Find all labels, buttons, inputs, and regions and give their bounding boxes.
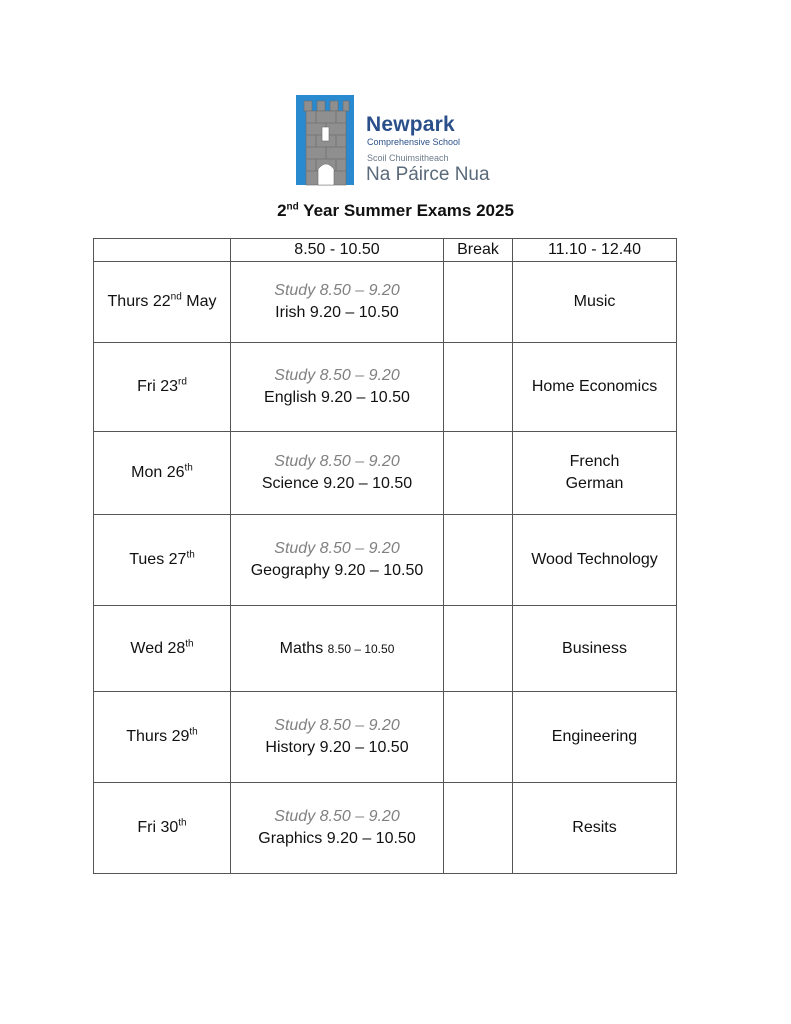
day-cell bbox=[94, 606, 231, 692]
day-suffix: th bbox=[186, 549, 195, 561]
day-suffix: th bbox=[189, 726, 198, 738]
study-period: Study 8.50 – 9.20 bbox=[274, 540, 400, 557]
late-exam: Wood Technology bbox=[531, 551, 658, 568]
day-label: Tues 27 bbox=[129, 551, 187, 568]
late-exam: Engineering bbox=[551, 728, 638, 745]
late-exam: Business bbox=[562, 639, 627, 657]
morning-cell bbox=[231, 343, 444, 432]
exam-paper-time: 8.50 – 10.50 bbox=[327, 641, 395, 656]
study-period: Study 8.50 – 9.20 bbox=[274, 717, 400, 734]
header-morning-slot: 8.50 - 10.50 bbox=[231, 239, 444, 262]
exam-paper: Graphics 9.20 – 10.50 bbox=[258, 830, 416, 847]
morning-cell bbox=[231, 262, 444, 343]
school-logo bbox=[294, 93, 496, 187]
late-cell bbox=[513, 432, 677, 515]
morning-cell bbox=[231, 783, 444, 874]
late-cell bbox=[513, 515, 677, 606]
exam-paper: History 9.20 – 10.50 bbox=[265, 739, 409, 756]
logo-irish-name: Na Páirce Nua bbox=[366, 164, 490, 185]
day-suffix: nd bbox=[170, 291, 182, 303]
day-suffix: th bbox=[185, 638, 194, 650]
title-ordinal-suffix: nd bbox=[286, 201, 299, 213]
break-cell bbox=[444, 783, 513, 874]
page-title bbox=[0, 201, 791, 221]
table-row bbox=[94, 783, 677, 874]
late-exam: Music bbox=[573, 293, 616, 310]
day-cell bbox=[94, 783, 231, 874]
exam-timetable bbox=[93, 238, 677, 874]
day-suffix: rd bbox=[178, 376, 187, 388]
late-cell bbox=[513, 343, 677, 432]
exam-paper: Maths bbox=[279, 639, 328, 657]
day-label: Mon 26 bbox=[131, 464, 185, 481]
day-cell bbox=[94, 343, 231, 432]
logo-school-type: Comprehensive School bbox=[367, 137, 461, 147]
morning-cell bbox=[231, 606, 444, 692]
break-cell bbox=[444, 262, 513, 343]
late-exam: Resits bbox=[572, 819, 617, 836]
morning-cell bbox=[231, 692, 444, 783]
header-break: Break bbox=[444, 239, 513, 262]
day-suffix: th bbox=[184, 462, 193, 474]
day-label: Wed 28 bbox=[130, 639, 186, 657]
morning-cell bbox=[231, 432, 444, 515]
table-row bbox=[94, 515, 677, 606]
day-cell bbox=[94, 515, 231, 606]
study-period: Study 8.50 – 9.20 bbox=[274, 367, 400, 384]
late-exam: German bbox=[565, 475, 624, 492]
day-cell bbox=[94, 432, 231, 515]
late-exam: Home Economics bbox=[531, 378, 658, 395]
table-row bbox=[94, 692, 677, 783]
late-exam: French bbox=[569, 453, 620, 470]
study-period: Study 8.50 – 9.20 bbox=[274, 282, 400, 299]
late-cell bbox=[513, 262, 677, 343]
header-late-slot: 11.10 - 12.40 bbox=[513, 239, 677, 262]
day-label: Thurs 29 bbox=[126, 728, 190, 745]
table-row bbox=[94, 606, 677, 692]
castle-tower-icon bbox=[294, 93, 356, 187]
day-cell bbox=[94, 262, 231, 343]
late-cell bbox=[513, 783, 677, 874]
exam-paper: Geography 9.20 – 10.50 bbox=[250, 562, 424, 579]
exam-paper: Irish 9.20 – 10.50 bbox=[275, 304, 399, 321]
table-row bbox=[94, 432, 677, 515]
study-period: Study 8.50 – 9.20 bbox=[274, 808, 400, 825]
table-row bbox=[94, 262, 677, 343]
title-ordinal: 2 bbox=[277, 201, 287, 220]
morning-cell bbox=[231, 515, 444, 606]
day-label: Thurs 22 bbox=[107, 293, 171, 310]
day-label: Fri 23 bbox=[137, 378, 178, 395]
break-cell bbox=[444, 692, 513, 783]
logo-irish-type: Scoil Chuimsitheach bbox=[367, 153, 449, 163]
table-row bbox=[94, 343, 677, 432]
exam-paper: Science 9.20 – 10.50 bbox=[261, 475, 413, 492]
logo-school-name: Newpark bbox=[366, 113, 455, 136]
day-cell bbox=[94, 692, 231, 783]
break-cell bbox=[444, 432, 513, 515]
break-cell bbox=[444, 343, 513, 432]
late-cell bbox=[513, 606, 677, 692]
study-period: Study 8.50 – 9.20 bbox=[274, 453, 400, 470]
header-row bbox=[94, 239, 677, 262]
late-cell bbox=[513, 692, 677, 783]
break-cell bbox=[444, 515, 513, 606]
exam-paper: English 9.20 – 10.50 bbox=[264, 389, 410, 406]
day-label: Fri 30 bbox=[137, 819, 179, 836]
day-suffix: th bbox=[178, 817, 187, 829]
day-month: May bbox=[181, 293, 217, 310]
title-text: Year Summer Exams 2025 bbox=[298, 201, 514, 220]
header-day bbox=[94, 239, 231, 262]
break-cell bbox=[444, 606, 513, 692]
